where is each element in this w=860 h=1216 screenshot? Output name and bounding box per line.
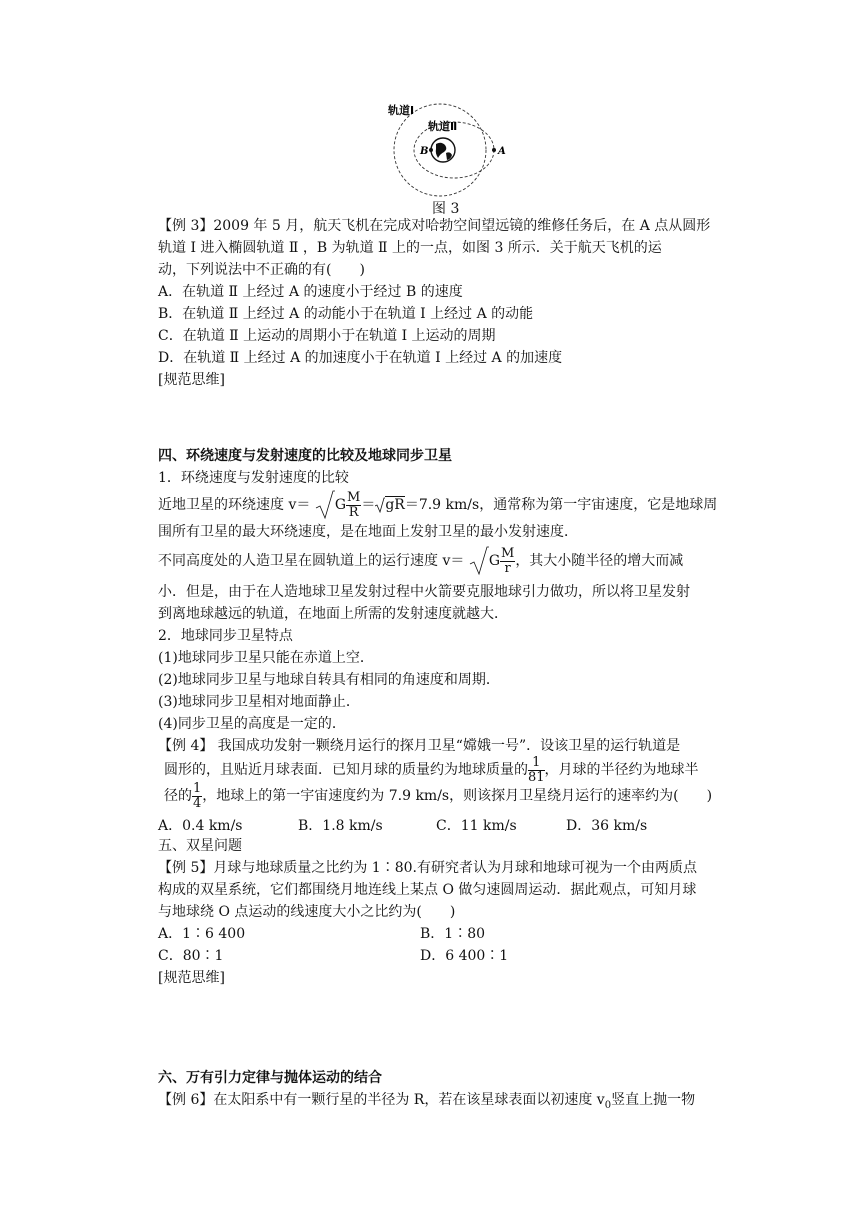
point-a-marker [492,148,496,152]
example5-line1: 【例 5】月球与地球质量之比约为 1∶80.有研究者认为月球和地球可视为一个由两质点 [158,860,697,876]
figure-caption: 图 3 [432,201,460,217]
section4-para-line2: 围所有卫星的最大环绕速度，是在地面上发射卫星的最小发射速度． [158,524,578,540]
text-span: 竖直上抛一物 [611,1092,696,1108]
point-b-label: B [420,146,429,157]
fraction-m-over-r [346,491,361,520]
orbit-figure [370,98,510,206]
example3-line2: 轨道 Ⅰ 进入椭圆轨道 Ⅱ ，B 为轨道 Ⅱ 上的一点，如图 3 所示．关于航天飞机的运 [158,240,662,256]
example4-option-c: C．11 km/s [436,818,517,834]
fraction-numerator: M [501,545,515,561]
fraction-numerator: M [347,489,361,505]
example3-option-d: D．在轨道 Ⅱ 上经过 A 的加速度小于在轨道 Ⅰ 上经过 A 的加速度 [158,350,563,366]
sqrt-content: gR [385,497,405,513]
example3-thinking-label: [规范思维] [158,372,225,388]
example5-line2: 构成的双星系统，它们都围绕月地连线上某点 O 做匀速圆周运动．据此观点，可知月球 [158,882,697,898]
section6-title: 六、万有引力定律与抛体运动的结合 [158,1070,382,1086]
section4-item4: (4)同步卫星的高度是一定的． [158,716,346,732]
text-span: 圆形的，且贴近月球表面．已知月球的质量约为地球质量的 [164,762,528,778]
fraction-1-over-4 [192,782,202,811]
example5-option-d: D．6 400∶1 [420,948,509,964]
text-span: 不同高度处的人造卫星在圆轨道上的运行速度 v＝ [158,553,465,569]
fraction-numerator: 1 [528,756,545,771]
text-span: 【例 6】在太阳系中有一颗行星的半径为 R，若在该星球表面以初速度 v [158,1092,605,1108]
fraction-denominator: 81 [528,769,545,785]
section5-title: 五、双星问题 [158,838,242,854]
radical-sign-icon [315,490,335,520]
fraction-m-over-r [500,547,515,576]
section4-title: 四、环绕速度与发射速度的比较及地球同步卫星 [158,448,452,464]
radical-sign-icon [469,546,489,576]
orbit2-label: 轨道Ⅱ [428,120,458,133]
example4-option-d: D．36 km/s [566,818,648,834]
section4-subtitle2: 2．地球同步卫星特点 [158,628,293,644]
example5-line3: 与地球绕 O 点运动的线速度大小之比约为( ) [158,904,456,920]
point-a-label: A [498,146,506,157]
text-span: 近地卫星的环绕速度 v＝ [158,497,311,513]
fraction-numerator: 1 [193,780,202,796]
example4-option-b: B．1.8 km/s [298,818,383,834]
example6-line1 [158,1090,695,1116]
text-span: ，其大小随半径的增大而减 [515,553,684,569]
gravity-constant: G [334,497,346,513]
sqrt-gr [375,491,405,519]
section4-item2: (2)地球同步卫星与地球自转具有相同的角速度和周期． [158,672,500,688]
radical-sign-icon [375,497,385,513]
text-span: ，地球上的第一宇宙速度约为 7.9 km/s，则该探月卫星绕月运行的速率约为( ) [202,788,713,804]
gravity-constant: G [488,553,500,569]
example3-option-a: A．在轨道 Ⅱ 上经过 A 的速度小于经过 B 的速度 [158,284,463,300]
sqrt-gm-over-r-small [469,546,516,576]
text-span: ＝ [361,497,376,513]
example3-option-c: C．在轨道 Ⅱ 上运动的周期小于在轨道 Ⅰ 上运动的周期 [158,328,496,344]
orbit-diagram [370,98,510,206]
point-b-marker [429,148,433,152]
example3-line1: 【例 3】2009 年 5 月，航天飞机在完成对哈勃空间望远镜的维修任务后，在 A 点从圆形 [158,218,711,234]
fraction-denominator: r [504,560,511,576]
example5-option-b: B．1∶80 [420,926,486,942]
example3-line3: 动，下列说法中不正确的有( ) [158,262,365,278]
section4-formula-line1 [158,490,717,520]
section4-para-line5: 到离地球越远的轨道，在地面上所需的发射速度就越大． [158,606,508,622]
section4-formula-line2 [158,546,683,576]
example3-option-b: B．在轨道 Ⅱ 上经过 A 的动能小于在轨道 Ⅰ 上经过 A 的动能 [158,306,534,322]
subscript: 0 [604,1099,612,1111]
example4-option-a: A．0.4 km/s [158,818,243,834]
example5-thinking-label: [规范思维] [158,970,225,986]
sqrt-gm-over-r [315,490,362,520]
fraction-denominator: R [348,504,359,520]
section4-subtitle1: 1．环绕速度与发射速度的比较 [158,470,349,486]
text-span: ，月球的半径约为地球半 [544,762,699,778]
orbit1-label: 轨道Ⅰ [388,104,415,117]
example5-option-a: A．1∶6 400 [158,926,246,942]
text-span: ＝7.9 km/s，通常称为第一宇宙速度，它是地球周 [404,497,718,513]
example4-line3 [164,776,712,816]
fraction-denominator: 4 [193,795,202,811]
example4-line1: 【例 4】 我国成功发射一颗绕月运行的探月卫星“嫦娥一号”．设该卫星的运行轨道是 [158,738,681,754]
section4-item1: (1)地球同步卫星只能在赤道上空． [158,650,374,666]
example5-option-c: C．80∶1 [158,948,224,964]
section4-para-line4: 小．但是，由于在人造地球卫星发射过程中火箭要克服地球引力做功，所以将卫星发射 [158,584,690,600]
text-span: 径的 [164,788,192,804]
section4-item3: (3)地球同步卫星相对地面静止． [158,694,360,710]
